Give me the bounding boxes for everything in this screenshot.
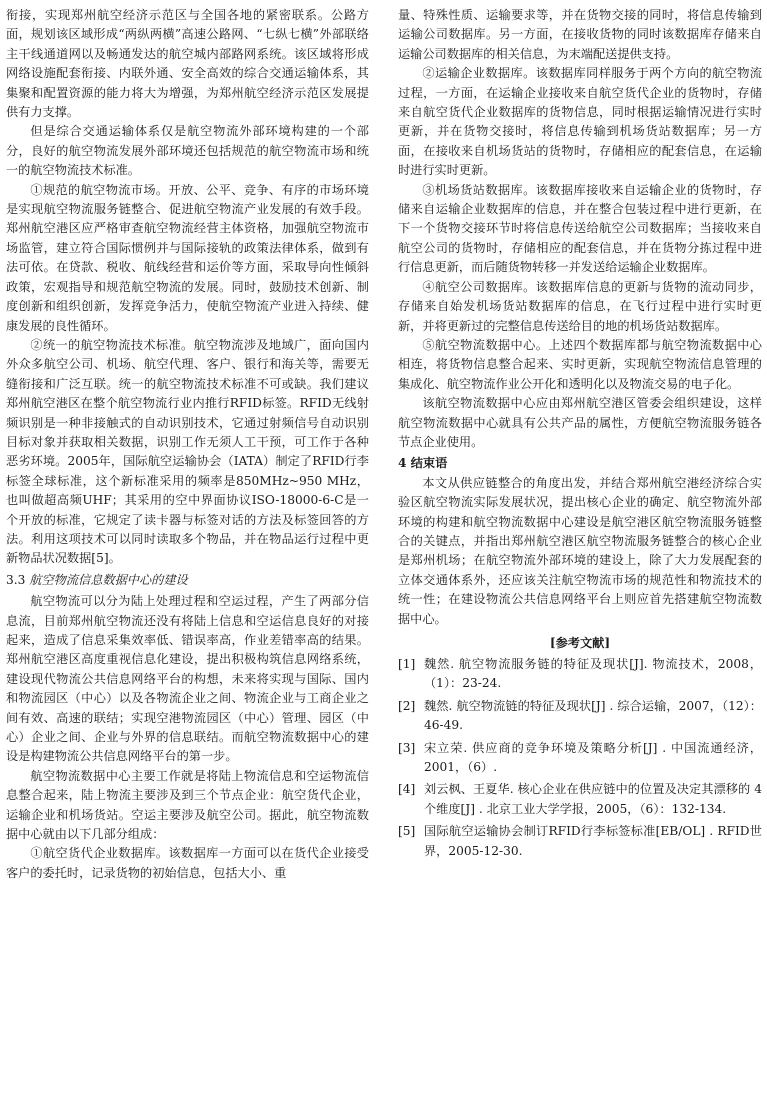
paragraph: ②运输企业数据库。该数据库同样服务于两个方向的航空物流过程，一方面，在运输企业接收来自航空货代企业的货物时，存储来自航空货代企业数据库的货物信息，同时根据运输情况进行实时更新，并在货物交接时，将信息传输到机场货站数据库；另一方面，在接收来自机场货站的货物时，存储相应的配套信息，在运输时进行实时更新。	[398, 66, 762, 178]
reference-number: [4]	[398, 782, 416, 797]
reference-text: 国际航空运输协会制订RFID行李标签标准[EB/OL] . RFID世界，2005-12-30.	[424, 824, 762, 858]
paragraph: ④航空公司数据库。该数据库信息的更新与货物的流动同步，存储来自始发机场货站数据库的信息，在飞行过程中进行实时更新，并将更新过的完整信息传送给目的地的机场货站数据库。	[398, 279, 762, 333]
reference-item	[398, 739, 762, 778]
paragraph: 航空物流数据中心主要工作就是将陆上物流信息和空运物流信息整合起来，陆上物流主要涉及到三个节点企业：航空货代企业，运输企业和机场货站。空运主要涉及航空公司。据此，航空物流数据中心就由以下几部分组成：	[6, 768, 369, 842]
paragraph: 量、特殊性质、运输要求等，并在货物交接的同时，将信息传输到运输公司数据库。另一方面，在接收货物的同时该数据库存储来自运输公司数据库的相关信息，为末端配送提供支持。	[398, 8, 762, 61]
subsection-heading	[6, 571, 369, 590]
paragraph: 该航空物流数据中心应由郑州航空港区管委会组织建设，这样航空物流数据中心就具有公共产品的属性，方便航空物流服务链各节点企业使用。	[398, 396, 762, 449]
references-list	[398, 655, 762, 861]
reference-item	[398, 697, 762, 736]
paragraph: ⑤航空物流数据中心。上述四个数据库都与航空物流数据中心相连，将货物信息整合起来、实时更新，实现航空物流信息管理的集成化、航空物流作业公开化和透明化以及物流交易的电子化。	[398, 337, 762, 391]
paragraph: 但是综合交通运输体系仅是航空物流外部环境构建的一个部分，良好的航空物流发展外部环境还包括规范的航空物流市场和统一的航空物流技术标准。	[6, 124, 369, 178]
paragraph: ③机场货站数据库。该数据库接收来自运输企业的货物时，存储来自运输企业数据库的信息，并在整合包装过程中进行更新，在下一个货物交接环节时将信息传送给航空公司数据库；当接收来自航空公司的货物时，存储相应的配套信息，并在货物分拣过程中进行信息更新，而后随货物转移一并发送给运输企业数据库。	[398, 182, 762, 275]
paragraph: 衔接，实现郑州航空经济示范区与全国各地的紧密联系。公路方面，规划该区域形成“两纵两横”高速公路网、“七纵七横”外部联络主干线通道网以及畅通发达的航空城内部路网系统。该区域将形成网络设施配套衔接、内联外通、安全高效的综合交通运输体系，其集聚和配置资源的能力将大为增强，为郑州航空经济示范区发展提供有力支撑。	[6, 8, 369, 120]
reference-number: [2]	[398, 698, 416, 713]
reference-text: 宋立荣. 供应商的竞争环境及策略分析[J] . 中国流通经济，2001，（6）.	[424, 740, 762, 775]
reference-text: 魏然. 航空物流链的特征及现状[J] . 综合运输，2007，（12）：46-49.	[424, 698, 762, 733]
paragraph: ①规范的航空物流市场。开放、公平、竞争、有序的市场环境是实现航空物流服务链整合、促进航空物流产业发展的有效手段。郑州航空港区应严格审查航空物流经营主体资格，加强航空物流市场监管，建立符合国际惯例并与国际接轨的政策法律体系，做到有法可依。在贷款、税收、航线经营和运价等方面，采取导向性倾斜政策，宏观指导和规范航空物流的发展。同时，鼓励技术创新、制度创新和组织创新，发挥竞争活力，使航空物流产业进入持续、健康发展的良性循环。	[6, 182, 369, 333]
reference-text: 魏然. 航空物流服务链的特征及现状[J]. 物流技术，2008，（1）：23-24.	[424, 657, 762, 691]
reference-item	[398, 822, 762, 861]
paragraph: 航空物流可以分为陆上处理过程和空运过程，产生了两部分信息流，目前郑州航空物流还没有将陆上信息和空运信息良好的对接起来，造成了信息采集效率低、错误率高，作业差错率高的结果。郑州航空港区高度重视信息化建设，提出积极构筑信息网络系统，建设现代物流公共信息网络平台的构想，未来将实现与国际、国内和物流园区（中心）以及各物流企业之间、物流企业与工商企业之间有效、高速的联结；实现空港物流园区（中心）管理、园区（中心）企业之间、企业与外界的信息联结。而航空物流数据中心的建设是构建物流公共信息网络平台的第一步。	[6, 594, 369, 764]
left-paragraphs	[6, 6, 369, 569]
left-column	[6, 6, 369, 883]
reference-number: [3]	[398, 740, 416, 755]
reference-number: [1]	[398, 657, 416, 671]
subsection-title: 航空物流信息数据中心的建设	[29, 572, 188, 587]
subsection-number: 3.3	[6, 572, 26, 587]
left-paragraphs-2	[6, 592, 369, 883]
conclusion-paragraphs	[398, 474, 762, 629]
right-column	[398, 6, 762, 864]
reference-item	[398, 780, 762, 819]
section-heading: 4 结束语	[398, 456, 448, 471]
right-paragraphs	[398, 6, 762, 452]
references-heading: [参考文献]	[549, 636, 611, 650]
paragraph: ②统一的航空物流技术标准。航空物流涉及地域广，面向国内外众多航空公司、机场、航空代理、客户、银行和海关等，需要无缝衔接和广泛互联。统一的航空物流技术标准不可或缺。我们建议郑州航空港区在整个航空物流行业内推行RFID标签。RFID无线射频识别是一种非接触式的自动识别技术，它通过射频信号自动识别目标对象并获取相关数据，识别工作无须人工干预，可工作于各种恶劣环境。2005年，国际航空运输协会（IATA）制定了RFID行李标签全球标准，这个新标准采用的频率是850MHz~950 MHz，也叫做超高频UHF；其采用的空中界面协议ISO-18000-6-C是一个开放的标准，它规定了读卡器与标签对话的方法及标签回答的方法。利用这项技术可以同时读取多个物品，并在物品运行过程中更新物品状况数据[5]。	[6, 337, 369, 566]
reference-number: [5]	[398, 824, 416, 839]
reference-text: 刘云枫、王夏华. 核心企业在供应链中的位置及决定其漂移的 4 个维度[J] . 北京工业大学学报，2005，（6）：132-134.	[424, 782, 762, 816]
paragraph: ①航空货代企业数据库。该数据库一方面可以在货代企业接受客户的委托时，记录货物的初始信息，包括大小、重	[6, 846, 369, 880]
reference-item	[398, 655, 762, 694]
paragraph: 本文从供应链整合的角度出发，并结合郑州航空港经济综合实验区航空物流实际发展状况，提出核心企业的确定、航空物流外部环境的构建和航空物流数据中心建设是航空港区航空物流服务链整合的关键点，并指出郑州航空港区航空物流服务链整合的核心企业是郑州机场；在航空物流外部环境的建设上，除了大力发展配套的立体交通体系外，还应该关注航空物流市场的规范性和物流技术的统一性；在建设物流公共信息网络平台上则应首先搭建航空物流数据中心。	[398, 475, 762, 626]
